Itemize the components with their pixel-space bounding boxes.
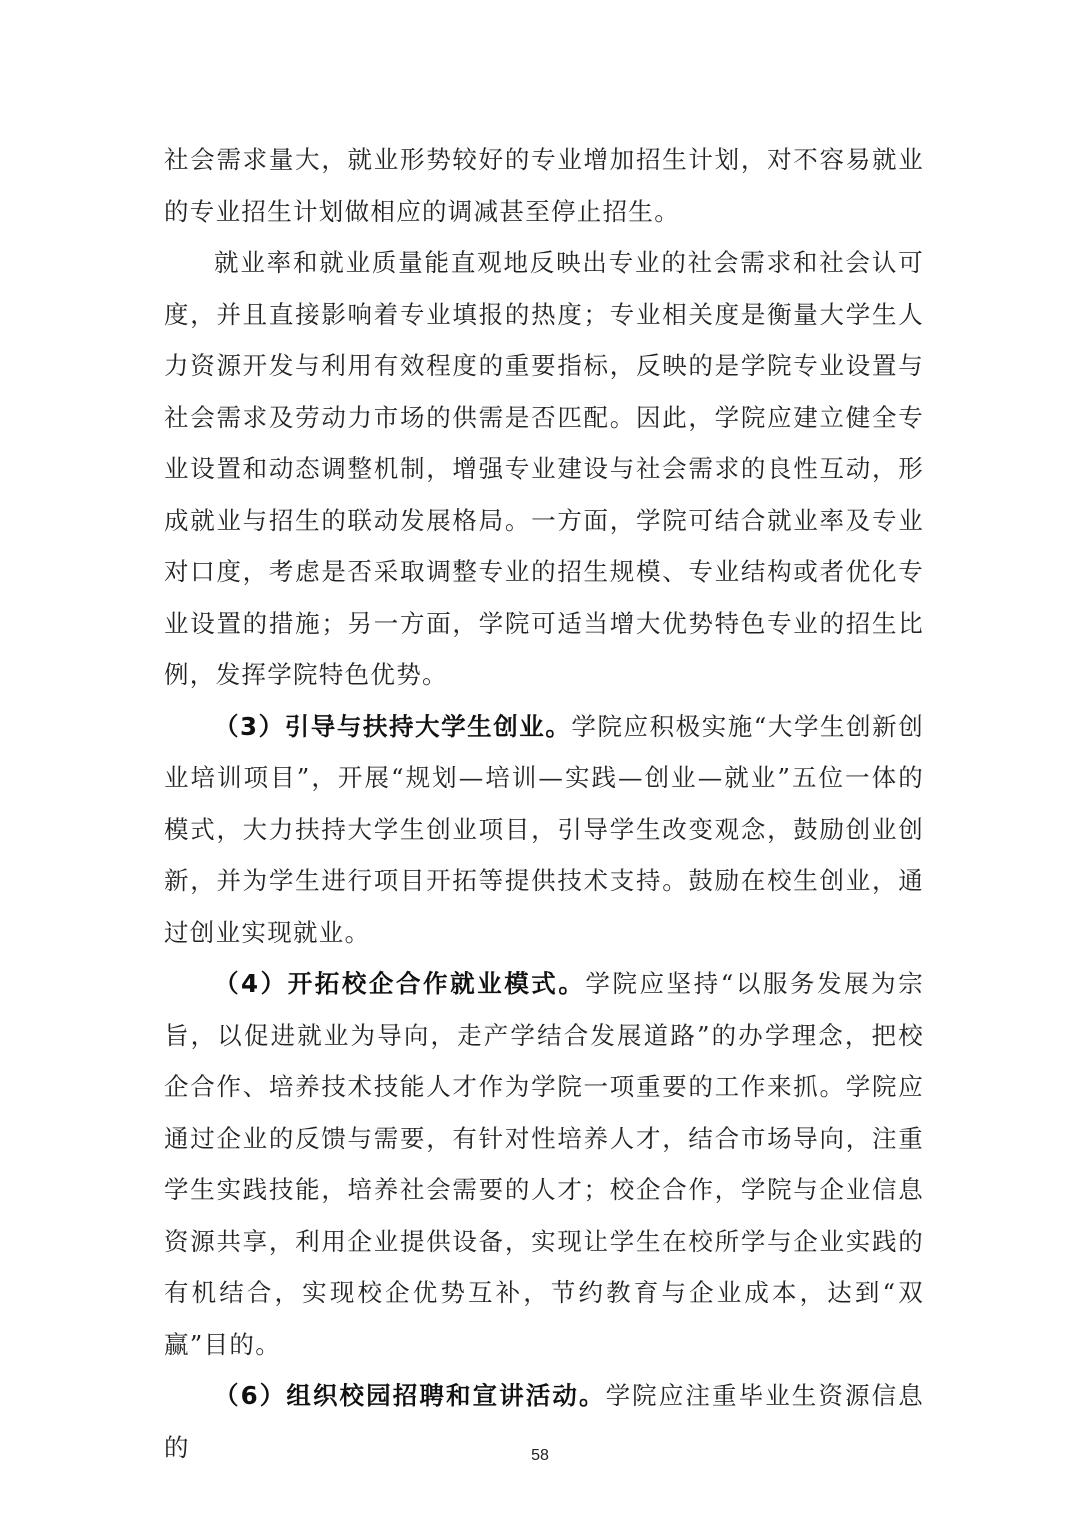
section-heading-6: （6）组织校园招聘和宣讲活动。: [214, 1381, 606, 1410]
section-body-3: 学院应积极实施“大学生创新创业培训项目”，开展“规划—培训—实践—创业—就业”五位一体的模式，大力扶持大学生创业项目，引导学生改变观念，鼓励创业创新，并为学生进行项目开拓等提供技术支持。鼓励在校生创业，通过创业实现就业。: [164, 711, 924, 947]
paragraph-entrepreneurship: [164, 701, 924, 959]
paragraph-school-enterprise: [164, 958, 924, 1370]
paragraph-continuation: 社会需求量大，就业形势较好的专业增加招生计划，对不容易就业的专业招生计划做相应的调减甚至停止招生。: [164, 145, 924, 226]
page-number: 58: [531, 1447, 549, 1464]
section-heading-4: （4）开拓校企合作就业模式。: [214, 969, 586, 998]
paragraph-employment-rate: 就业率和就业质量能直观地反映出专业的社会需求和社会认可度，并且直接影响着专业填报的热度；专业相关度是衡量大学生人力资源开发与利用有效程度的重要指标，反映的是学院专业设置与社会需求及劳动力市场的供需是否匹配。因此，学院应建立健全专业设置和动态调整机制，增强专业建设与社会需求的良性互动，形成就业与招生的联动发展格局。一方面，学院可结合就业率及专业对口度，考虑是否采取调整专业的招生规模、专业结构或者优化专业设置的措施；另一方面，学院可适当增大优势特色专业的招生比例，发挥学院特色优势。: [164, 248, 924, 689]
section-heading-3: （3）引导与扶持大学生创业。: [214, 711, 572, 741]
section-body-4: 学院应坚持“以服务发展为宗旨，以促进就业为导向，走产学结合发展道路”的办学理念，把校企合作、培养技术技能人才作为学院一项重要的工作来抓。学院应通过企业的反馈与需要，有针对性培养人才，结合市场导向，注重学生实践技能，培养社会需要的人才；校企合作，学院与企业信息资源共享，利用企业提供设备，实现让学生在校所学与企业实践的有机结合，实现校企优势互补，节约教育与企业成本，达到“双赢”目的。: [164, 969, 925, 1359]
body-text: [164, 134, 924, 1473]
section-body-6: 学院应注重毕业生资源信息的: [164, 1381, 924, 1462]
